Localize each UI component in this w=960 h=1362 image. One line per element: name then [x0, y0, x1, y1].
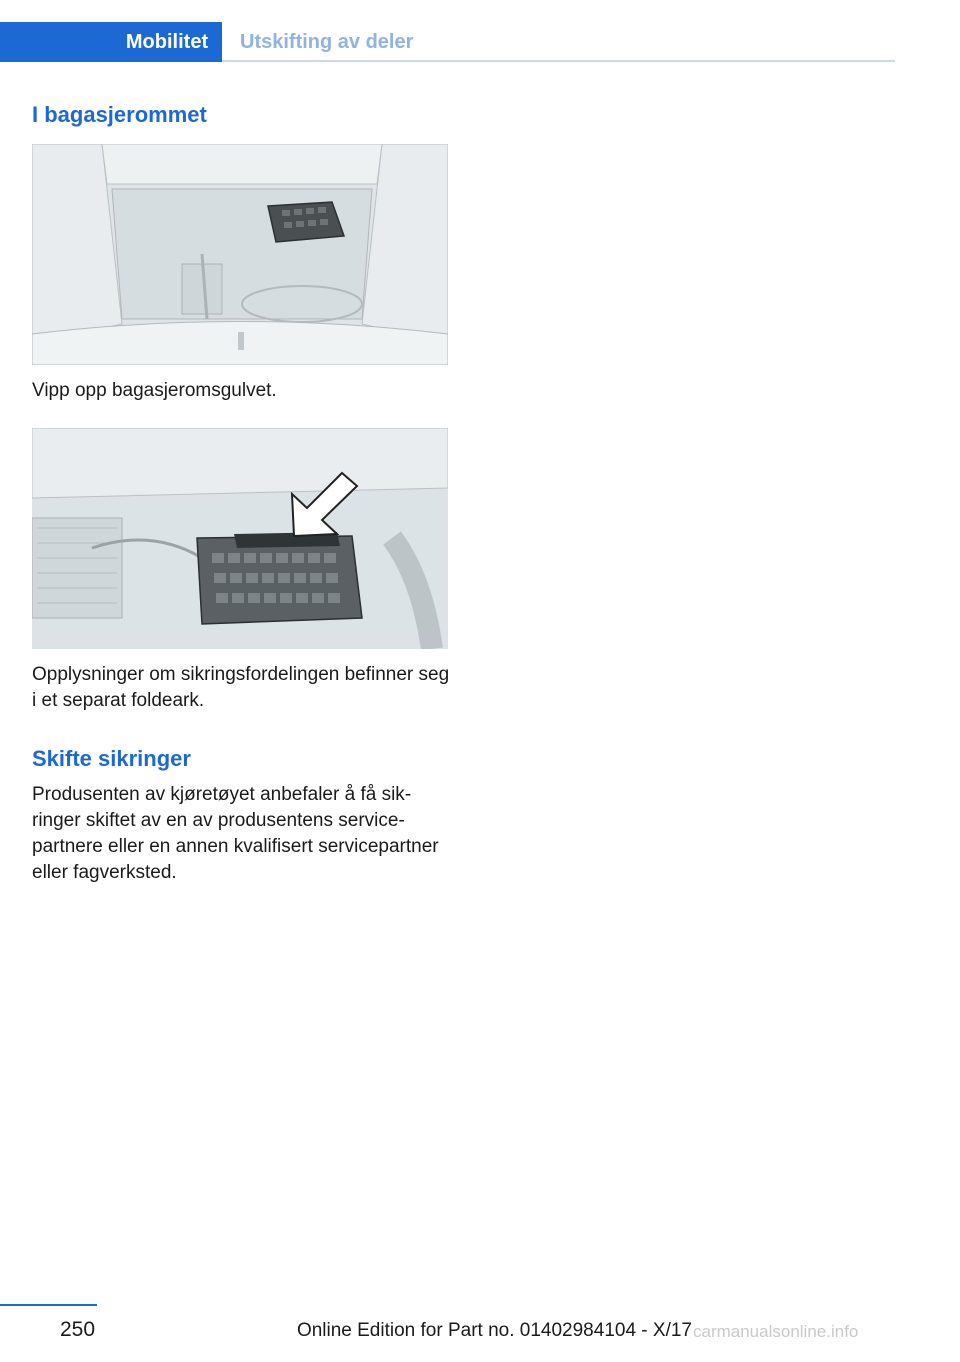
- header-divider: [222, 60, 895, 62]
- header-accent-bar: [0, 22, 112, 62]
- watermark: carmanualsonline.info: [693, 1322, 859, 1341]
- fuse-box-illustration: [32, 428, 448, 649]
- heading-trunk: I bagasjerommet: [32, 102, 207, 127]
- page-number: 250: [60, 1318, 96, 1341]
- page-header: [0, 0, 895, 62]
- tab-chapter[interactable]: Utskifting av deler: [240, 30, 414, 53]
- heading-replace-fuses: Skifte sikringer: [32, 746, 191, 771]
- trunk-floor-illustration: [32, 144, 448, 365]
- footer-accent-line: [0, 1304, 97, 1306]
- edition-note: Online Edition for Part no. 01402984104 - X/17: [296, 1320, 692, 1341]
- tab-section[interactable]: Mobilitet: [112, 22, 222, 62]
- body-replace-fuses: Produsenten av kjøretøyet anbefaler å få sikringer skiftet av en av produsentens servicepartnere eller en annen kvalifisert servicepartner eller fagverksted.: [32, 784, 439, 883]
- caption-fuse-info: Opplysninger om sikringsfordelingen befinner seg i et separat foldeark.: [32, 664, 450, 711]
- caption-lift-floor: Vipp opp bagasjeromsgulvet.: [32, 380, 277, 401]
